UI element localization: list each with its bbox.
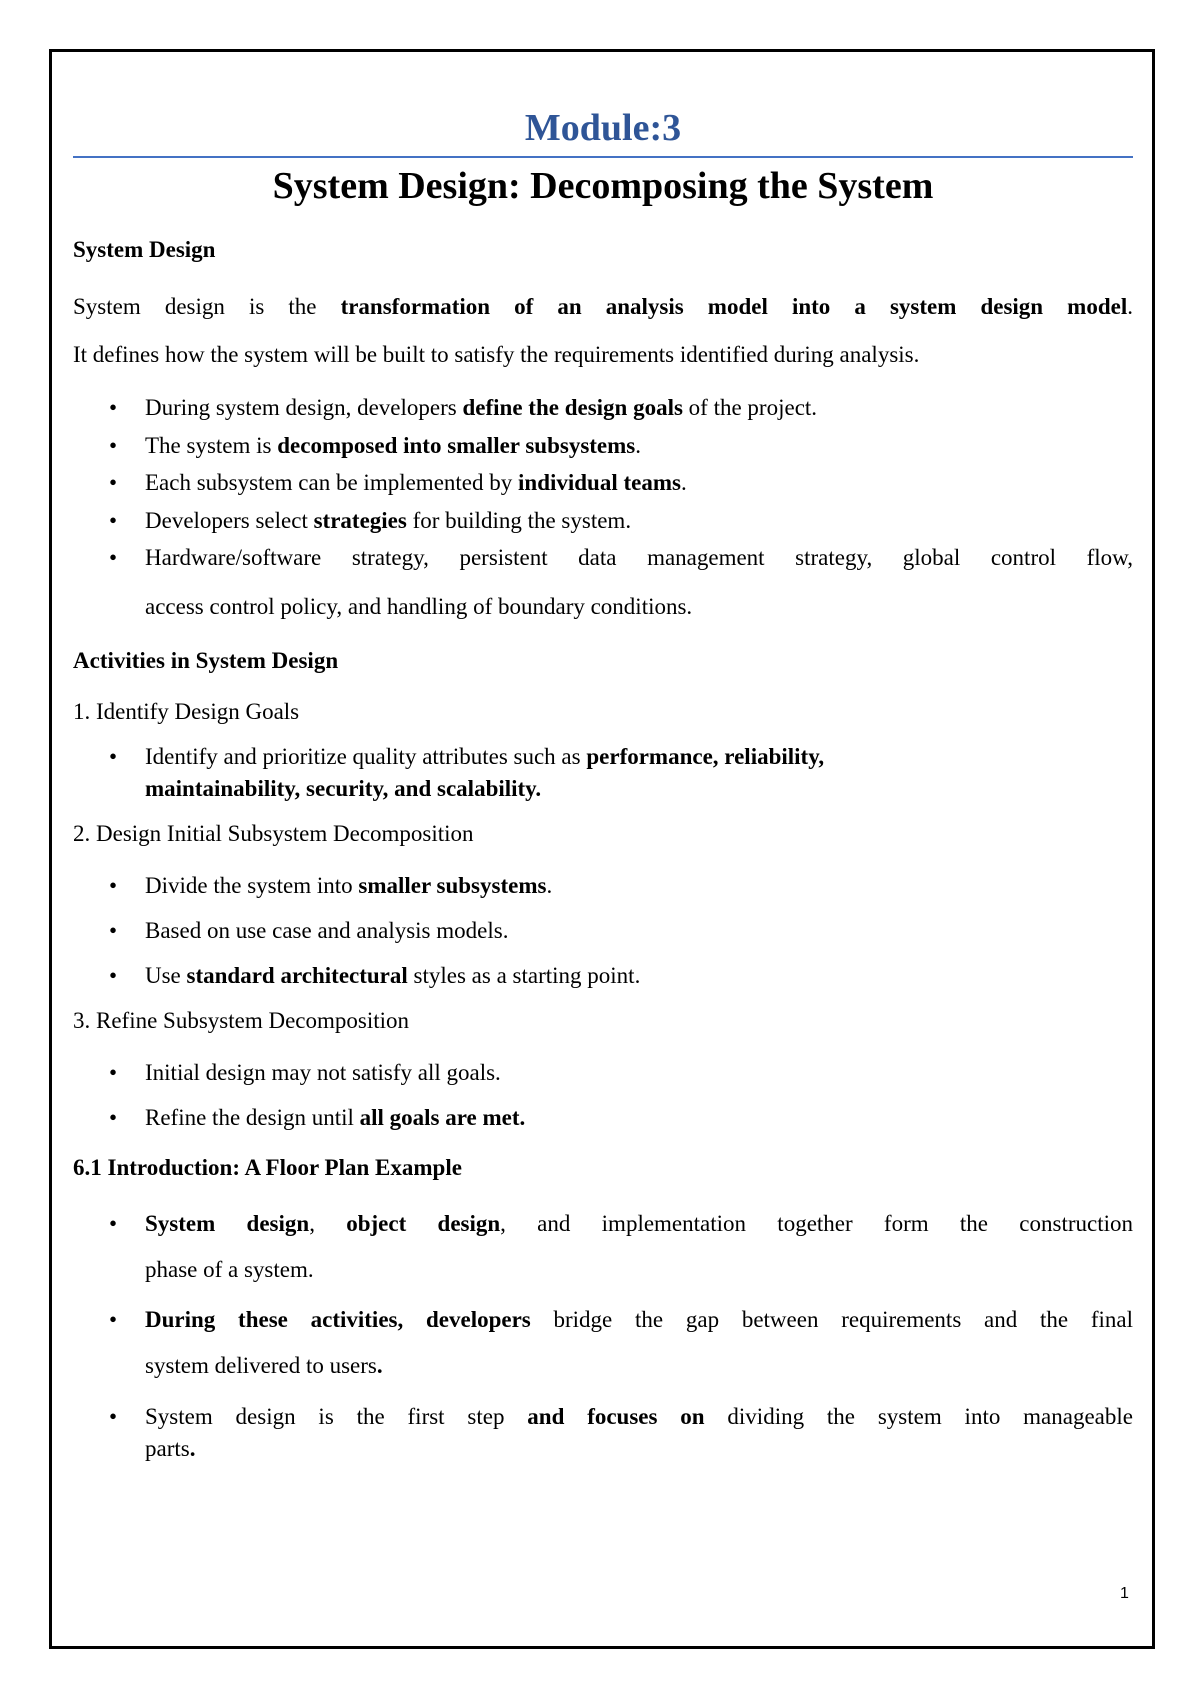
- step-title-2: 2. Design Initial Subsystem Decomposition: [73, 820, 474, 846]
- list-item: • During these activities, developers bridge the gap between requirements and the final system delivered to users.: [73, 1297, 1133, 1389]
- bullet-icon: •: [109, 470, 118, 496]
- list-item: • Developers select strategies for building the system.: [73, 502, 1133, 540]
- bullet-icon: •: [109, 1211, 118, 1237]
- list-item: • Identify and prioritize quality attributes such as performance, reliability, maintainability, security, and scalability.: [73, 741, 1133, 805]
- page-title: System Design: Decomposing the System: [272, 164, 934, 207]
- list-item: • System design, object design, and implementation together form the construction phase of a system.: [73, 1201, 1133, 1293]
- bullet-icon: •: [109, 1404, 118, 1430]
- bullet-icon: •: [109, 545, 118, 571]
- step2-bullets: [73, 863, 1133, 998]
- list-item: • Based on use case and analysis models.: [73, 908, 1133, 953]
- bullet-icon: •: [109, 507, 118, 533]
- bullet-icon: •: [109, 962, 118, 988]
- list-item: • System design is the first step and focuses on dividing the system into manageable parts.: [73, 1401, 1133, 1465]
- section-heading-introduction: 6.1 Introduction: A Floor Plan Example: [73, 1154, 462, 1180]
- bullet-icon: •: [109, 1307, 118, 1333]
- step-title-1: 1. Identify Design Goals: [73, 698, 300, 724]
- list-item: • Hardware/software strategy, persistent data management strategy, global control flow, access control policy, and handling of boundary conditions.: [73, 533, 1133, 631]
- list-item: • Refine the design until all goals are met.: [73, 1095, 1133, 1140]
- list-item: • During system design, developers define the design goals of the project.: [73, 389, 1133, 427]
- bullet-icon: •: [109, 395, 118, 421]
- page-number: 1: [1120, 1585, 1129, 1602]
- intro-line-1: System design is the transformation of an analysis model into a system design model.: [73, 294, 1133, 320]
- bullet-icon: •: [109, 1104, 118, 1130]
- bullet-icon: •: [109, 872, 118, 898]
- document-body: [73, 108, 1133, 1465]
- list-item: • Each subsystem can be implemented by individual teams.: [73, 464, 1133, 502]
- list-item: • Divide the system into smaller subsystems.: [73, 863, 1133, 908]
- step1-bullets: [73, 741, 1133, 805]
- section-heading-system-design: System Design: [73, 236, 216, 262]
- section-heading-activities: Activities in System Design: [73, 648, 339, 674]
- introduction-bullets: [73, 1201, 1133, 1465]
- step-title-3: 3. Refine Subsystem Decomposition: [73, 1007, 410, 1033]
- intro-line-2: It defines how the system will be built to satisfy the requirements identified during analysis.: [73, 342, 920, 368]
- title-divider: [73, 156, 1133, 158]
- list-item: • The system is decomposed into smaller subsystems.: [73, 427, 1133, 465]
- system-design-bullets: [73, 389, 1133, 631]
- step3-bullets: [73, 1050, 1133, 1140]
- bullet-icon: •: [109, 743, 118, 769]
- list-item: • Use standard architectural styles as a starting point.: [73, 953, 1133, 998]
- bullet-icon: •: [109, 1059, 118, 1085]
- list-item: • Initial design may not satisfy all goals.: [73, 1050, 1133, 1095]
- intro-paragraph: [73, 283, 1133, 379]
- bullet-icon: •: [109, 917, 118, 943]
- module-label: Module:3: [524, 107, 682, 149]
- bullet-icon: •: [109, 432, 118, 458]
